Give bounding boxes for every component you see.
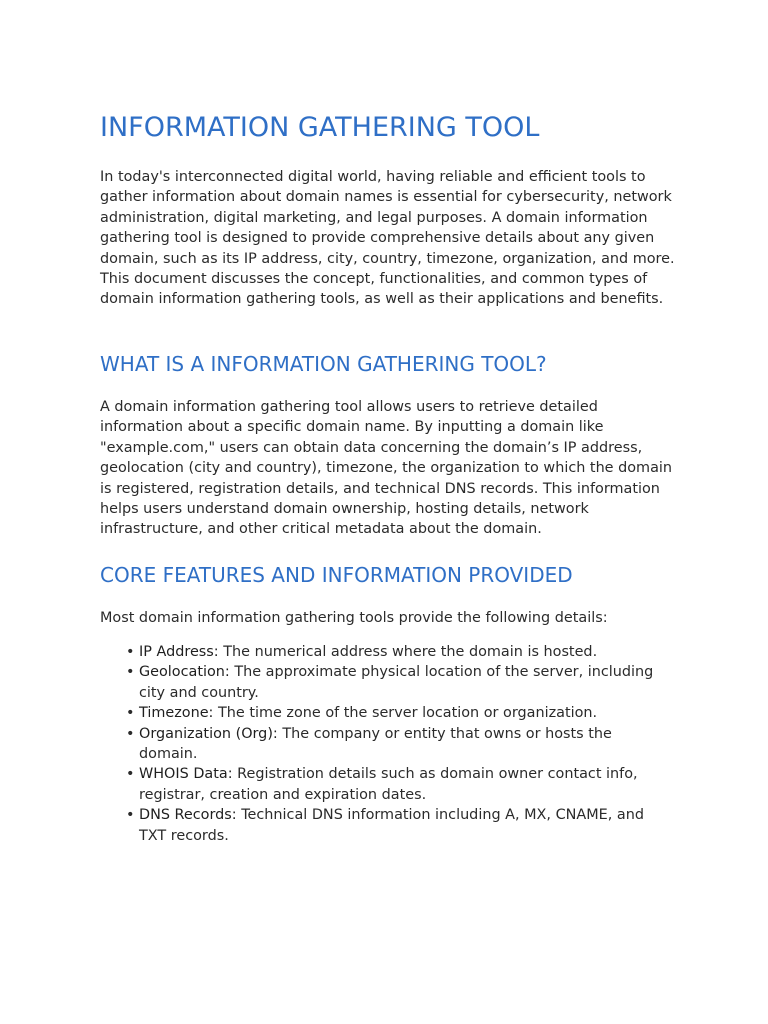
what-is-paragraph: A domain information gathering tool allows users to retrieve detailed information about a specific domain name. By inputting a domain like "example.com," users can obtain data concerning the domain’s IP address, geolocation (city and country), timezone, the organization to which the domain is registered, registration details, and technical DNS records. This information helps users understand domain ownership, hosting details, network infrastructure, and other critical metadata about the domain. [100,399,673,538]
feature-term: IP Address: [139,644,219,660]
list-item [126,805,666,846]
core-features-intro: Most domain information gathering tools provide the following details: [100,610,608,626]
list-item [126,764,666,805]
section-heading-core-features: CORE FEATURES AND INFORMATION PROVIDED [100,563,573,587]
bullet: • [126,766,135,783]
document-title: INFORMATION GATHERING TOOL [100,112,540,143]
feature-description: The numerical address where the domain is hosted. [218,644,598,660]
bullet: • [126,644,135,660]
feature-term: Geolocation: [139,664,230,681]
list-item [126,642,666,662]
feature-term: Organization (Org): [139,725,278,742]
feature-term: DNS Records: [139,807,237,824]
bullet: • [126,705,135,722]
list-item [126,703,666,723]
feature-description: Registration details such as domain owner contact info, registrar, creation and expiration dates. [139,766,638,803]
list-item [126,724,666,765]
feature-description: The company or entity that owns or hosts the domain. [139,725,612,763]
feature-term: Timezone: [139,705,214,722]
feature-term: WHOIS Data: [139,766,233,783]
intro-paragraph: In today's interconnected digital world, having reliable and efficient tools to gather information about domain names is essential for cybersecurity, network administration, digital marketing, and legal purposes. A domain information gathering tool is designed to provide comprehensive details about any given domain, such as its IP address, city, country, timezone, organization, and more. This document discusses the concept, functionalities, and common types of domain information gathering tools, as well as their applications and benefits. [100,169,675,308]
bullet: • [126,807,135,824]
feature-description: The time zone of the server location or organization. [213,705,598,722]
feature-list [126,642,666,846]
list-item [126,662,666,703]
bullet: • [126,725,135,742]
feature-description: Technical DNS information including A, MX, CNAME, and TXT records. [139,807,644,844]
section-heading-what-is: WHAT IS A INFORMATION GATHERING TOOL? [100,352,547,376]
feature-description: The approximate physical location of the server, including city and country. [139,664,654,701]
bullet: • [126,664,135,681]
